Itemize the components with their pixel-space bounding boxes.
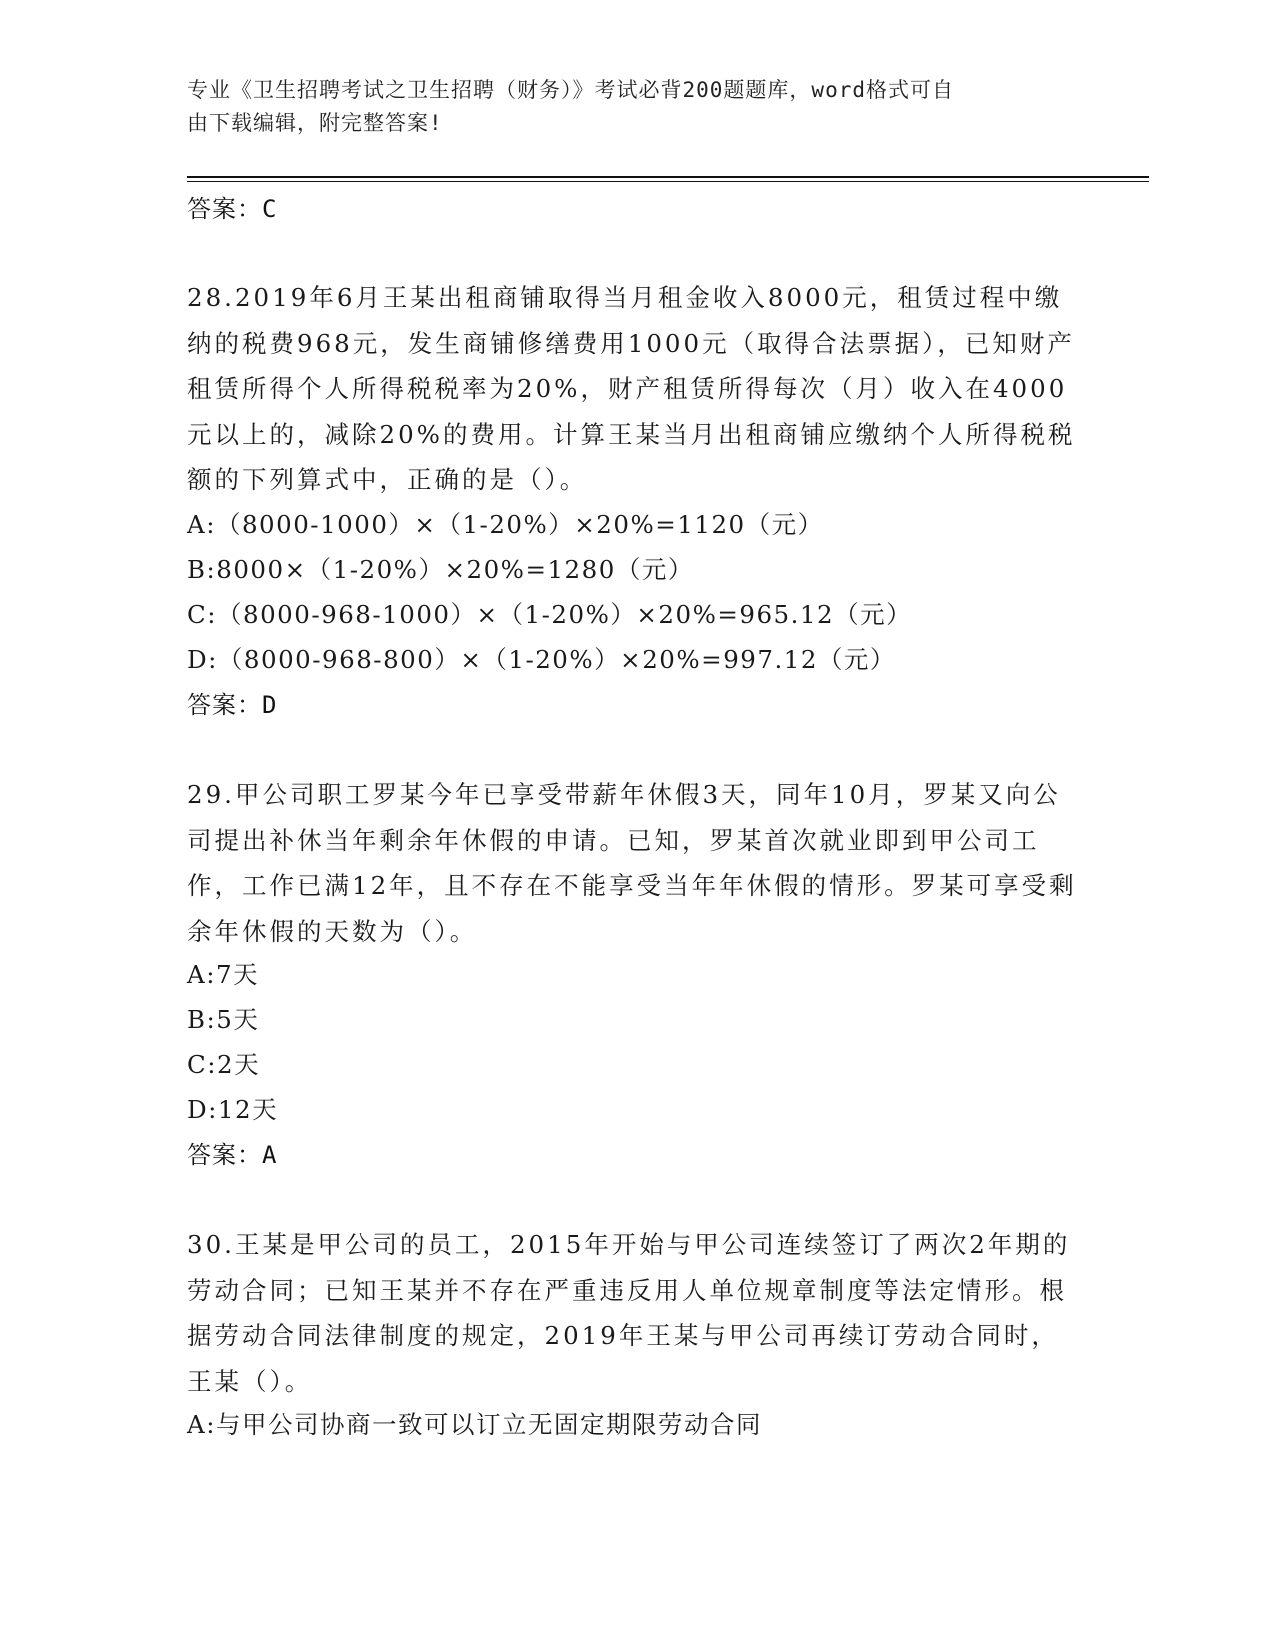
question-30: 30.王某是甲公司的员工，2015年开始与甲公司连续签订了两次2年期的劳动合同；已知王某并不存在严重违反用人单位规章制度等法定情形。根据劳动合同法律制度的规定，2019年王某与甲公司再续订劳动合同时，王某（）。 <box>187 1230 1071 1396</box>
question-30-option-a: A:与甲公司协商一致可以订立无固定期限劳动合同 <box>187 1410 762 1439</box>
header-divider <box>187 176 1149 178</box>
answer-28: 答案：D <box>187 691 278 719</box>
header-divider-thin <box>187 181 1149 182</box>
question-29-option-c: C:2天 <box>187 1050 261 1079</box>
header-line-2: 由下载编辑，附完整答案! <box>187 111 443 135</box>
question-28-option-c: C:（8000-968-1000）×（1-20%）×20%=965.12（元） <box>187 600 913 629</box>
answer-29: 答案：A <box>187 1141 278 1169</box>
question-29-option-b: B:5天 <box>187 1005 260 1034</box>
question-28-option-b: B:8000×（1-20%）×20%=1280（元） <box>187 555 694 584</box>
question-29-option-d: D:12天 <box>187 1095 279 1124</box>
answer-27: 答案：C <box>187 195 278 223</box>
question-28-option-a: A:（8000-1000）×（1-20%）×20%=1120（元） <box>187 510 824 539</box>
header-line-1: 专业《卫生招聘考试之卫生招聘（财务）》考试必背200题题库，word格式可自 <box>187 78 954 102</box>
document-header <box>187 74 1067 140</box>
question-28: 28.2019年6月王某出租商铺取得当月租金收入8000元，租赁过程中缴纳的税费968元，发生商铺修缮费用1000元（取得合法票据），已知财产租赁所得个人所得税税率为20%，财产租赁所得每次（月）收入在4000元以上的，减除20%的费用。计算王某当月出租商铺应缴纳个人所得税税额的下列算式中，正确的是（）。 <box>187 283 1076 494</box>
question-29-option-a: A:7天 <box>187 960 260 989</box>
question-28-option-d: D:（8000-968-800）×（1-20%）×20%=997.12（元） <box>187 645 896 674</box>
question-29: 29.甲公司职工罗某今年已享受带薪年休假3天，同年10月，罗某又向公司提出补休当年剩余年休假的申请。已知，罗某首次就业即到甲公司工作，工作已满12年，且不存在不能享受当年年休假的情形。罗某可享受剩余年休假的天数为（）。 <box>187 780 1077 946</box>
